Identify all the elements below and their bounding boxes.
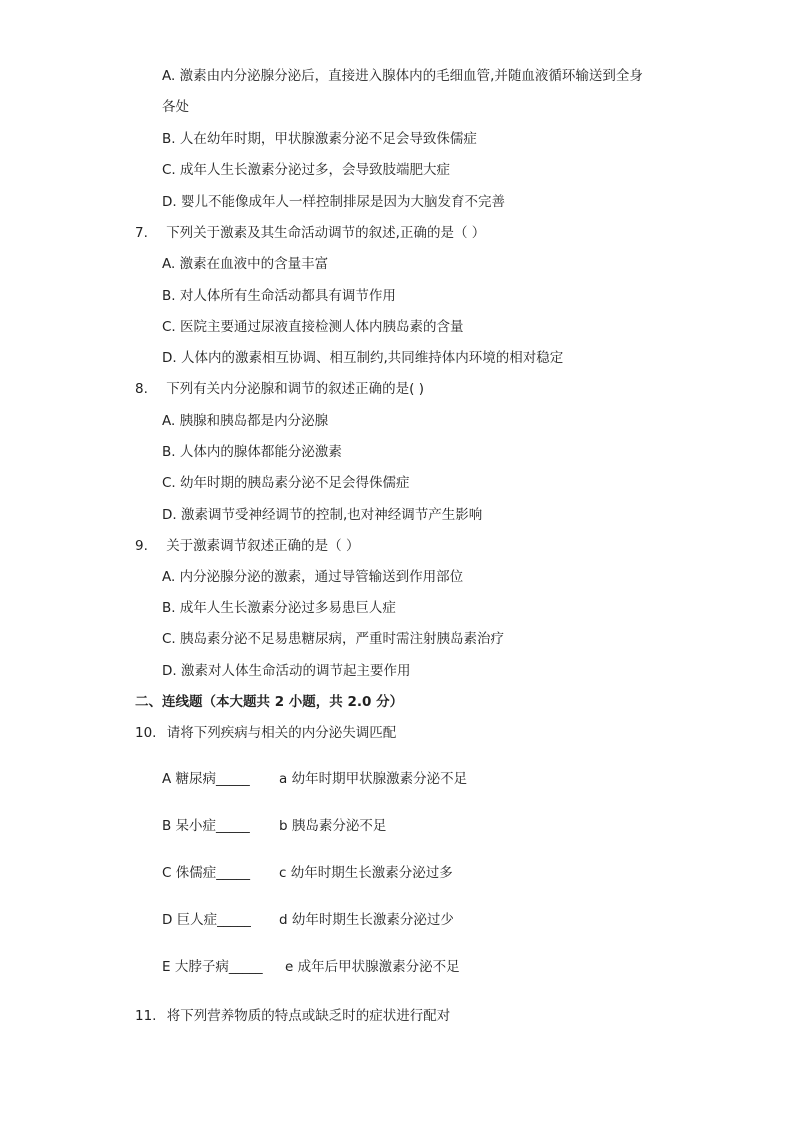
q6-option-a-cont: 各处 [162,99,189,115]
q8-stem [135,379,424,399]
q7-option-a: A. 激素在血液中的含量丰富 [162,256,329,272]
q10-stem [135,723,396,743]
match-right-e: e 成年后甲状腺激素分泌不足 [285,959,460,975]
q8-stem-text: 下列有关内分泌腺和调节的叙述正确的是( ) [166,381,425,397]
q11-stem-text: 将下列营养物质的特点或缺乏时的症状进行配对 [166,1008,451,1024]
q10-number: 10. [135,725,157,741]
match-left-e: E 大脖子病_____ [162,959,263,975]
q9-stem-text: 关于激素调节叙述正确的是（ ） [166,538,360,554]
q7-option-b: B. 对人体所有生命活动都具有调节作用 [162,288,396,304]
q11-number: 11. [135,1008,157,1024]
q7-stem [135,223,485,243]
match-left-a: A 糖尿病_____ [162,771,250,787]
q7-number: 7. [135,225,148,241]
match-right-d: d 幼年时期生长激素分泌过少 [279,912,454,928]
q10-stem-text: 请将下列疾病与相关的内分泌失调匹配 [166,725,397,741]
match-left-d: D 巨人症_____ [162,912,251,928]
match-right-c: c 幼年时期生长激素分泌过多 [279,865,453,881]
match-left-c: C 侏儒症_____ [162,865,250,881]
q8-option-b: B. 人体内的腺体都能分泌激素 [162,444,342,460]
q6-option-b: B. 人在幼年时期，甲状腺激素分泌不足会导致侏儒症 [162,131,477,147]
q7-option-d: D. 人体内的激素相互协调、相互制约,共同维持体内环境的相对稳定 [162,350,564,366]
match-right-b: b 胰岛素分泌不足 [279,818,387,834]
q9-stem [135,536,359,556]
section-heading: 二、连线题（本大题共 2 小题，共 2.0 分） [135,694,404,710]
q11-stem [135,1006,450,1026]
q9-option-d: D. 激素对人体生命活动的调节起主要作用 [162,663,411,679]
q8-option-a: A. 胰腺和胰岛都是内分泌腺 [162,413,329,429]
q8-number: 8. [135,381,148,397]
q9-option-a: A. 内分泌腺分泌的激素，通过导管输送到作用部位 [162,569,464,585]
q8-option-d: D. 激素调节受神经调节的控制,也对神经调节产生影响 [162,507,483,523]
q6-option-c: C. 成年人生长激素分泌过多，会导致肢端肥大症 [162,162,451,178]
q9-option-b: B. 成年人生长激素分泌过多易患巨人症 [162,600,396,616]
q9-option-c: C. 胰岛素分泌不足易患糖尿病，严重时需注射胰岛素治疗 [162,631,505,647]
match-left-b: B 呆小症_____ [162,818,250,834]
match-right-a: a 幼年时期甲状腺激素分泌不足 [279,771,468,787]
q7-stem-text: 下列关于激素及其生命活动调节的叙述,正确的是（ ） [166,225,486,241]
q9-number: 9. [135,538,148,554]
q6-option-d: D. 婴儿不能像成年人一样控制排尿是因为大脑发育不完善 [162,194,505,210]
q8-option-c: C. 幼年时期的胰岛素分泌不足会得侏儒症 [162,475,410,491]
q7-option-c: C. 医院主要通过尿液直接检测人体内胰岛素的含量 [162,319,464,335]
q6-option-a: A. 激素由内分泌腺分泌后，直接进入腺体内的毛细血管,并随血液循环输送到全身 [162,68,643,84]
